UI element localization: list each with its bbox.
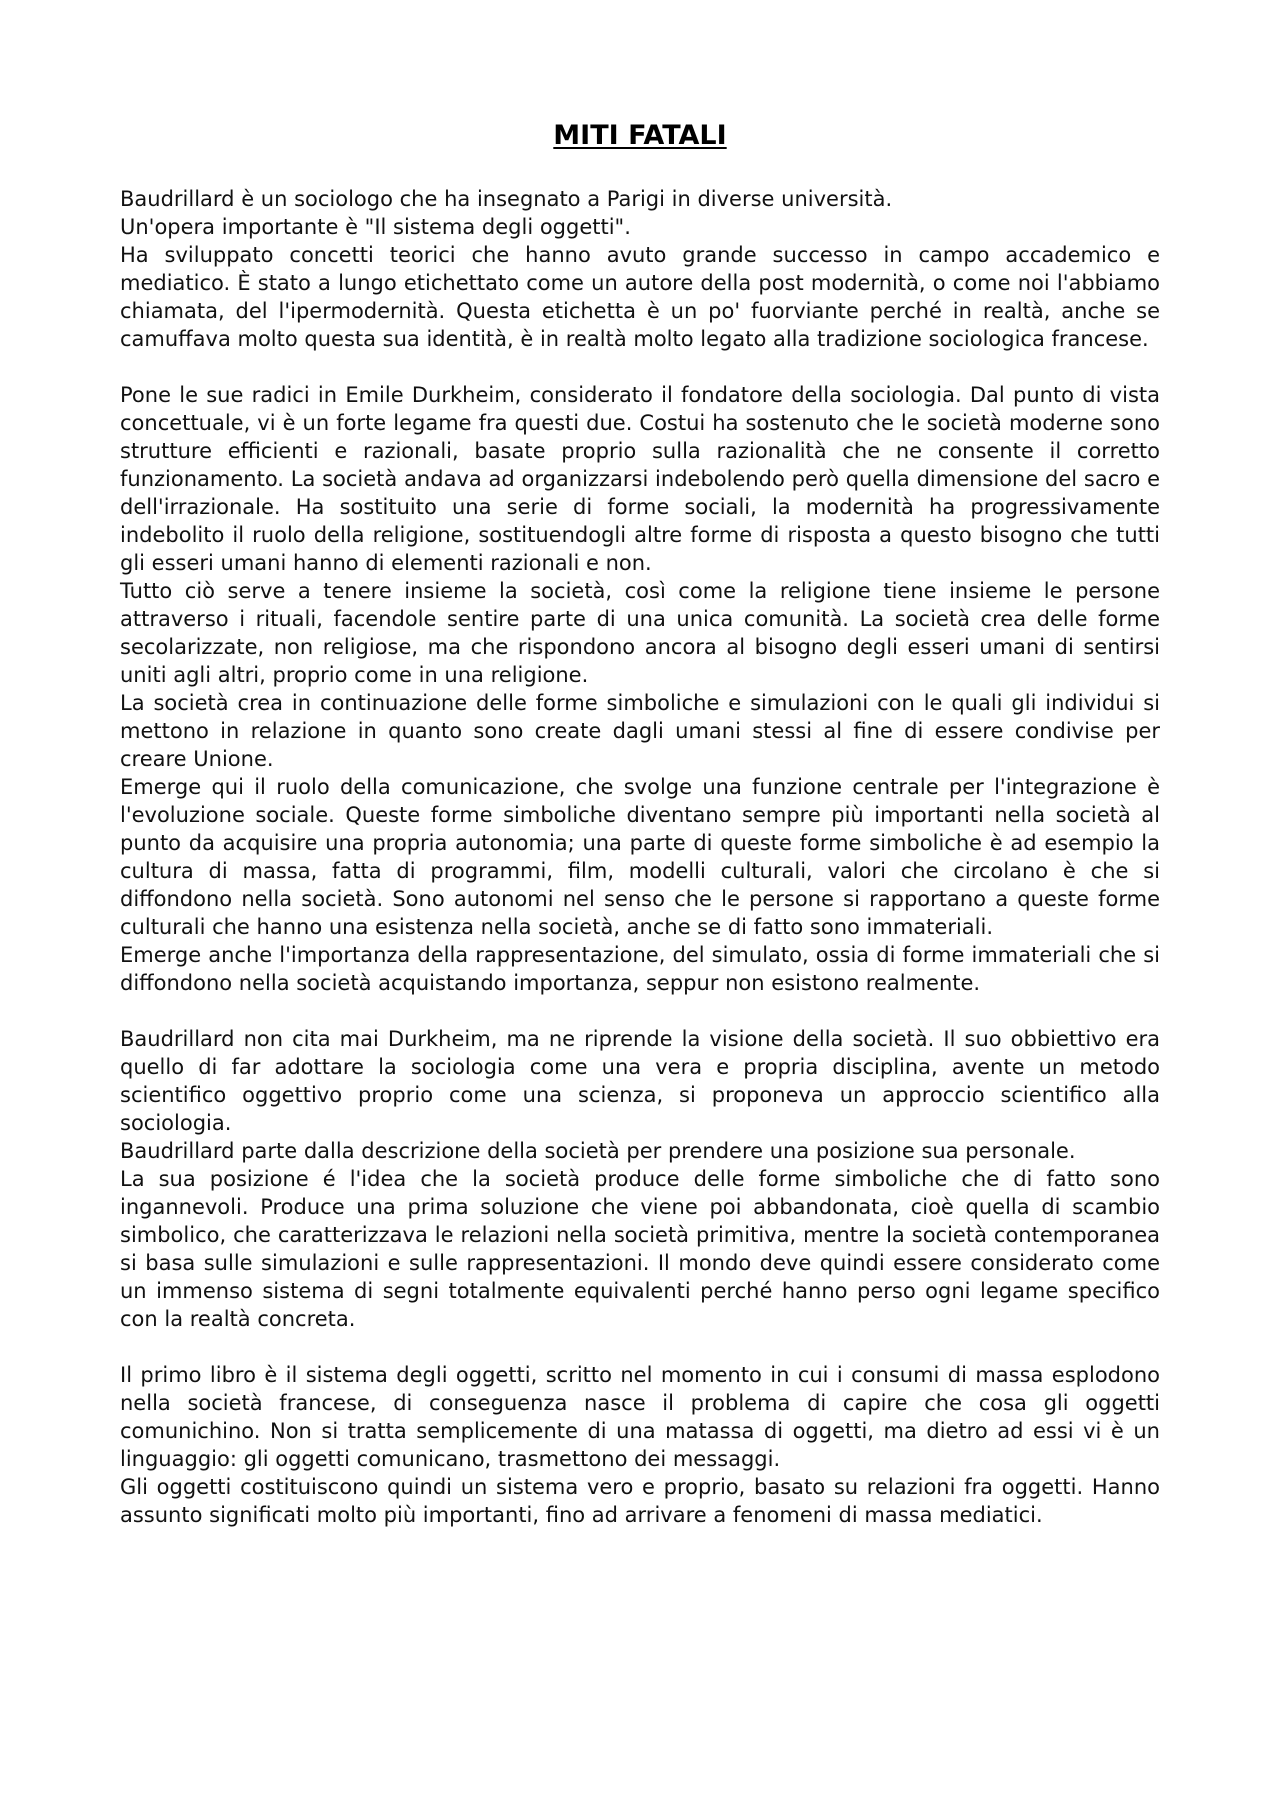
paragraph-spacer bbox=[120, 997, 1160, 1025]
paragraph: Il primo libro è il sistema degli oggetti, scritto nel momento in cui i consumi di massa esplodono nella società francese, di conseguenza nasce il problema di capire che cosa gli oggetti comunichino. Non si tratta semplicemente di una matassa di oggetti, ma dietro ad essi vi è un linguaggio: gli oggetti comunicano, trasmettono dei messaggi. bbox=[120, 1363, 1160, 1471]
paragraph: Emerge anche l'importanza della rappresentazione, del simulato, ossia di forme immateriali che si diffondono nella società acquistando importanza, seppur non esistono realmente. bbox=[120, 943, 1160, 995]
paragraph: Baudrillard è un sociologo che ha insegnato a Parigi in diverse università. bbox=[120, 187, 893, 211]
paragraph: La sua posizione é l'idea che la società produce delle forme simboliche che di fatto sono ingannevoli. Produce una prima soluzione che viene poi abbandonata, cioè quella di scambio simbolico, che caratterizzava le relazioni nella società primitiva, mentre la società contemporanea si basa sulle simulazioni e sulle rappresentazioni. Il mondo deve quindi essere considerato come un immenso sistema di segni totalmente equivalenti perché hanno perso ogni legame specifico con la realtà concreta. bbox=[120, 1167, 1160, 1331]
document-title: MITI FATALI bbox=[553, 120, 727, 151]
paragraph: La società crea in continuazione delle forme simboliche e simulazioni con le quali gli individui si mettono in relazione in quanto sono create dagli umani stessi al fine di essere condivise per creare Unione. bbox=[120, 691, 1160, 771]
paragraph: Baudrillard non cita mai Durkheim, ma ne riprende la visione della società. Il suo obbiettivo era quello di far adottare la sociologia come una vera e propria disciplina, avente un metodo scientifico oggettivo proprio come una scienza, si proponeva un approccio scientifico alla sociologia. bbox=[120, 1027, 1160, 1135]
paragraph: Emerge qui il ruolo della comunicazione, che svolge una funzione centrale per l'integrazione è l'evoluzione sociale. Queste forme simboliche diventano sempre più importanti nella società al punto da acquisire una propria autonomia; una parte di queste forme simboliche è ad esempio la cultura di massa, fatta di programmi, film, modelli culturali, valori che circolano è che si diffondono nella società. Sono autonomi nel senso che le persone si rapportano a queste forme culturali che hanno una esistenza nella società, anche se di fatto sono immateriali. bbox=[120, 775, 1160, 939]
document-body bbox=[120, 185, 1160, 1529]
paragraph: Gli oggetti costituiscono quindi un sistema vero e proprio, basato su relazioni fra oggetti. Hanno assunto significati molto più importanti, fino ad arrivare a fenomeni di massa mediatici. bbox=[120, 1475, 1160, 1527]
paragraph: Baudrillard parte dalla descrizione della società per prendere una posizione sua personale. bbox=[120, 1139, 1076, 1163]
paragraph-spacer bbox=[120, 1333, 1160, 1361]
paragraph: Tutto ciò serve a tenere insieme la società, così come la religione tiene insieme le persone attraverso i rituali, facendole sentire parte di una unica comunità. La società crea delle forme secolarizzate, non religiose, ma che rispondono ancora al bisogno degli esseri umani di sentirsi uniti agli altri, proprio come in una religione. bbox=[120, 579, 1160, 687]
paragraph: Ha sviluppato concetti teorici che hanno avuto grande successo in campo accademico e mediatico. È stato a lungo etichettato come un autore della post modernità, o come noi l'abbiamo chiamata, del l'ipermodernità. Questa etichetta è un po' fuorviante perché in realtà, anche se camuffava molto questa sua identità, è in realtà molto legato alla tradizione sociologica francese. bbox=[120, 243, 1160, 351]
paragraph: Un'opera importante è "Il sistema degli oggetti". bbox=[120, 215, 631, 239]
paragraph-spacer bbox=[120, 353, 1160, 381]
paragraph: Pone le sue radici in Emile Durkheim, considerato il fondatore della sociologia. Dal punto di vista concettuale, vi è un forte legame fra questi due. Costui ha sostenuto che le società moderne sono strutture efficienti e razionali, basate proprio sulla razionalità che ne consente il corretto funzionamento. La società andava ad organizzarsi indebolendo però quella dimensione del sacro e dell'irrazionale. Ha sostituito una serie di forme sociali, la modernità ha progressivamente indebolito il ruolo della religione, sostituendogli altre forme di risposta a questo bisogno che tutti gli esseri umani hanno di elementi razionali e non. bbox=[120, 383, 1160, 575]
